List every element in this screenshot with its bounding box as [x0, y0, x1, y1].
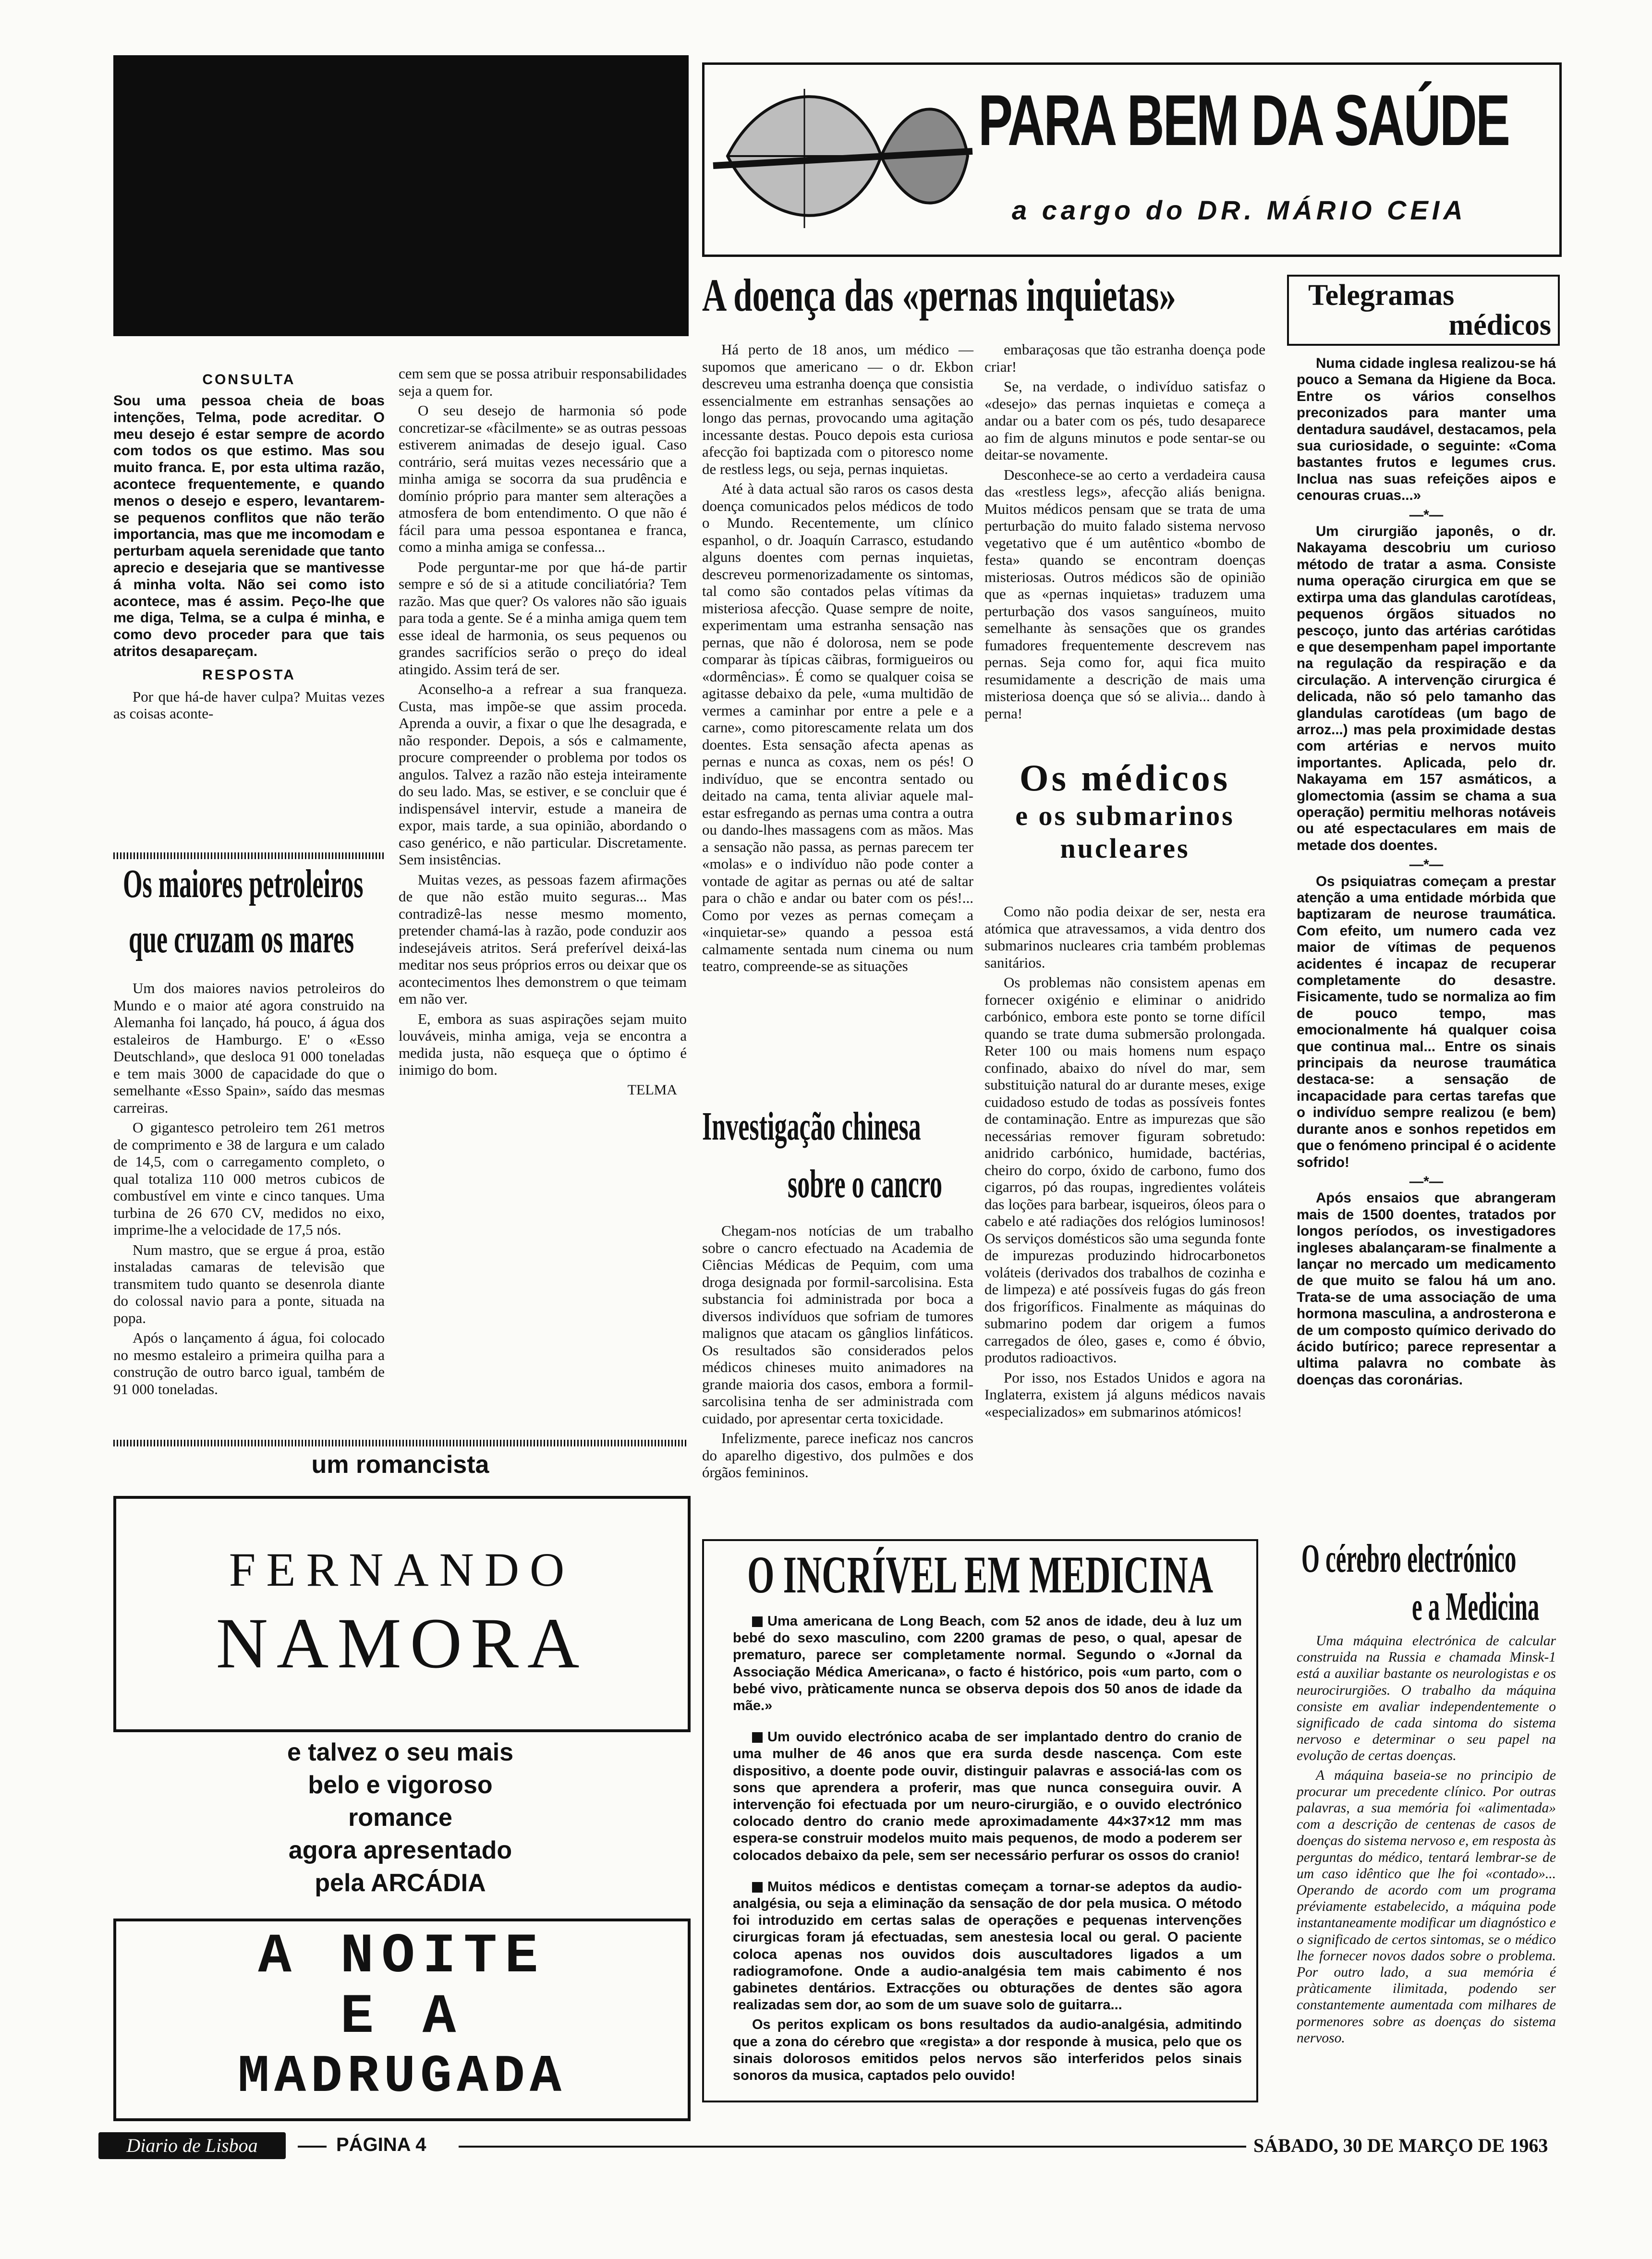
petroleiros-p3: Num mastro, que se ergue á proa, estão instaladas camaras de televisão que transmitem tudo quanto se desenrola diante do colossal navio para a ponte, situada na popa. — [113, 1241, 385, 1326]
bullet-square-icon — [752, 1616, 763, 1627]
bullet-square-icon — [752, 1882, 763, 1893]
pernas-col2 — [984, 341, 1265, 725]
petroleiros-body — [113, 980, 385, 1400]
column-byline: a cargo do DR. MÁRIO CEIA — [1012, 195, 1467, 225]
telegramas-items — [1297, 355, 1556, 1391]
submarinos-headline — [984, 756, 1265, 865]
submarinos-p2: Os problemas não consistem apenas em fornecer oxigénio e eliminar o anidrido carbónico, embora este ponto se torne difícil quando se trate duma submersão prolongada. Reter 100 ou mais homens num espaço confinado, abaixo do nível do mar, sem substituição natural do ar durante meses, exige cuidadoso estudo de todas as possíveis fontes de contaminação. Entre as impurezas que são necessárias remover figuram sobretudo: anidrido carbónico, humidade, bactérias, cheiro do corpo, óxido de carbono, fumo dos cigarros, pó das roupas, ingredientes voláteis das loções para barbear, isqueiros, óleos para o cabelo e até radiações dos relógios luminosos! Os serviços domésticos são uma segunda fonte de impurezas produzindo hidrocarbonetos voláteis (derivados dos trabalhos de cozinha e de limpeza) e até possíveis fugas do gás freon dos frigoríficos. Finalmente as máquinas do submarino podem dar origem a fumos carregados de óleo, gases e, como é óbvio, produtos radioactivos. — [984, 974, 1265, 1366]
chinesa-headline-2: sobre o cancro — [788, 1162, 943, 1206]
resposta-p4: Aconselho-a a refrear a sua franqueza. Custa, mas impõe-se que assim proceda. Aprenda a ouvir, a fixar o que lhe desagrada, e não responder. Depois, a sós e calmamente, procure compreender o problema por todos os angulos. Talvez a razão não esteja inteiramente do seu lado. Mas, se estiver, e se concluir que é indispensável intervir, estude a maneira de expor, mais tarde, a sua opinião, abordando o caso genérico, e não particular. Discretamente. Sem insistências. — [399, 680, 687, 868]
ad-blurb-2: belo e vigoroso — [308, 1771, 493, 1799]
bullet-square-icon — [752, 1732, 763, 1743]
ad-kicker: um romancista — [311, 1451, 489, 1479]
ad-blurb — [113, 1736, 687, 1899]
incrivel-body — [733, 1613, 1242, 2087]
resposta-p6: E, embora as suas aspirações sejam muito louváveis, minha amiga, veja se encontra a medida justa, não esqueça que o óptimo é inimigo do bom. — [399, 1010, 687, 1078]
petroleiros-p4: Após o lançamento á água, foi colocado no mesmo estaleiro a primeira quilha para a construção de outro barco igual, também de 91 000 toneladas. — [113, 1329, 385, 1397]
incrivel-item-4: Os peritos explicam os bons resultados da audio-analgésia, admitindo que a zona do cérebro que «regista» a dor responde à musica, pelo que os sinais dolorosos emitidos pelos nervos são interferidos pelos sinais sonoros da musica, captados pelo ouvido! — [733, 2017, 1242, 2084]
resposta-p3: Pode perguntar-me por que há-de partir sempre e só de si a atitude conciliatória? Tem razão. Mas que quer? Os valores não são iguais para toda a gente. Se é a minha amiga quem tem esse ideal de harmonia, os seus pequenos ou grandes sacrifícios serão o preço do ideal atingido. Assim terá de ser. — [399, 558, 687, 678]
footer-masthead-text: Diario de Lisboa — [126, 2135, 258, 2156]
resposta-p2: O seu desejo de harmonia só pode concretizar-se «fàcilmente» se as outras pessoas estiverem animadas de desejo igual. Caso contrário, será muitas vezes necessário que a minha amiga se socorra da sua prudência e domínio próprio para manter sem alterações a atmosfera de bom entendimento. O que não é fácil para uma pessoa espontanea e franca, como a minha amiga se confessa... — [399, 402, 687, 555]
ad-blurb-5: pela ARCÁDIA — [315, 1869, 486, 1897]
submarinos-headline-3: nucleares — [1060, 833, 1190, 864]
cerebro-p2: A máquina baseia-se no principio de procurar um precedente clínico. Por outras palavras, a sua memória foi «alimentada» com a descrição de centenas de casos de doenças do sistema nervoso e, em resposta às perguntas do médico, tentará lembrar-se de um caso idêntico que lhe foi «contado»... Operando de acordo com um programa préviamente estabelecido, a máquina pode instantaneamente modificar um diagnóstico e o significado de certos sintomas, se o médico lhe fornecer novos dados sobre o problema. Por outro lado, a sua memória é pràticamente ilimitada, podendo ser constantemente aumentada com milhares de pormenores sobre as doenças do sistema nervoso. — [1297, 1767, 1556, 2046]
resposta-start: Por que há-de haver culpa? Muitas vezes as coisas aconte- — [113, 688, 385, 722]
ad-blurb-4: agora apresentado — [288, 1836, 512, 1864]
submarinos-p3: Por isso, nos Estados Unidos e agora na Inglaterra, existem já alguns médicos navais «especializados» em submarinos atómicos! — [984, 1369, 1265, 1420]
consulta-letter: Sou uma pessoa cheia de boas intenções, Telma, pode acreditar. O meu desejo é estar sempre de acordo com todos os que estimo. Mas sou muito franca. E, por esta ultima razão, acontece frequentemente, e quando menos o desejo e espero, levantarem-se pequenos conflitos que não terão importancia, mas que me incomodam e perturbam aquela serenidade que tanto aprecio e desejaria que se mantivesse á minha volta. Não sei como isto acontece, mas é assim. Peço-lhe que me diga, Telma, se a culpa é minha, e como devo proceder para que tais atritos desapareçam. — [113, 393, 385, 659]
resposta-heading: RESPOSTA — [202, 667, 296, 683]
cerebro-body — [1297, 1633, 1556, 2049]
telegram-separator-2: —*— — [1409, 857, 1444, 873]
cerebro-headline-2: e a Medicina — [1412, 1584, 1540, 1629]
ad-author-last: NAMORA — [216, 1603, 588, 1683]
incrivel-headline: O INCRÍVEL EM MEDICINA — [747, 1545, 1214, 1604]
incrivel-item-3-text: Muitos médicos e dentistas começam a tornar-se adeptos da audio-analgésia, ou seja a eliminação da sensação de dor pela musica. O método foi introduzido em certas salas de operações e pequenas intervenções cirurgicas foram já efectuadas, sem anestesia local ou geral. O paciente coloca apenas nos ouvidos dois auscultadores ligados a um radiogramofone. Onde a audio-analgésia tem mais cabimento é nos gabinetes dentários. Extracções ou obturações de dentes são agora realizadas sem dor, ao som de um suave solo de guitarra... — [733, 1879, 1242, 2013]
hatch-rule-bottom — [113, 1440, 687, 1446]
chinesa-body — [702, 1222, 973, 1484]
telegram-separator-1: —*— — [1409, 507, 1444, 523]
pernas-col2-p2: Se, na verdade, o indivíduo satisfaz o «desejo» das pernas inquietas e começa a andar ou a bater com os pés, tudo desaparece ao fim de alguns minutos e pode sentar-se ou deitar-se novamente. — [984, 378, 1265, 463]
ad-title-box — [113, 1919, 691, 2121]
hatch-rule-top — [113, 852, 385, 859]
pernas-col1 — [702, 341, 973, 978]
chinesa-p2: Infelizmente, parece ineficaz nos cancros do aparelho digestivo, dos pulmões e dos órgãos femininos. — [702, 1430, 973, 1481]
petroleiros-headline-1: Os maiores petroleiros — [123, 862, 364, 906]
pernas-headline: A doença das «pernas inquietas» — [702, 269, 1176, 321]
footer-page: PÁGINA 4 — [336, 2134, 426, 2155]
telegramas-headline-box — [1287, 275, 1560, 346]
submarinos-body — [984, 903, 1265, 1423]
footer-date: SÁBADO, 30 DE MARÇO DE 1963 — [1253, 2135, 1548, 2156]
incrivel-item-2-text: Um ouvido electrónico acaba de ser implantado dentro do cranio de uma mulher de 46 anos que era surda desde nascença. Com este dispositivo, a doente pode ouvir, distinguir palavras e associá-las com os sons que aprendera a proferir, mas que nunca conseguira ouvir. A intervenção foi efectuada por um neuro-cirurgião, e o ouvido electrónico colocado dentro do cranio mede aproximadamente 44×37×12 mm mas espera-se construir modelos muito mais pequenos, de modo a poderem ser colocados debaixo da pele, sem ser necessário perfurar os ossos do cranio! — [733, 1729, 1242, 1863]
telegram-item-2: Um cirurgião japonês, o dr. Nakayama descobriu um curioso método de tratar a asma. Consiste numa operação cirurgica em que se extirpa uma das glandulas carotídeas, pequenos órgãos situados no pescoço, junto das artérias carótidas e que desempenham papel importante na regulação da respiração e da circulação. A intervenção cirurgica é delicada, não só pelo tamanho das glandulas carotídeas (um bago de arroz...) mas pela proximidade destas com artérias e nervos muito importantes. Aplicada, pelo dr. Nakayama em 157 asmáticos, a glomectomia (assim se chama a sua operação) permitiu melhoras notáveis ou até espectaculares em mais de metade dos doentes. — [1297, 523, 1556, 853]
pernas-col1-p1: Há perto de 18 anos, um médico — supomos que americano — o dr. Ekbon descreveu uma estranha doença que consistia essencialmente em estranhas sensações ao longo das pernas, provocando uma agitação incessante destas. Pouco depois esta curiosa afecção foi baptizada com o pitoresco nome de restless legs, ou seja, pernas inquietas. — [702, 341, 973, 477]
chinesa-headline-1: Investigação chinesa — [702, 1104, 921, 1149]
pernas-col2-p1: embaraçosas que tão estranha doença pode criar! — [984, 341, 1265, 375]
footer-rule-left — [298, 2146, 327, 2148]
submarinos-headline-2: e os submarinos — [1015, 800, 1235, 831]
resposta-p5: Muitas vezes, as pessoas fazem afirmações de que não estão muito seguras... Mas contradizê-las nesse mesmo momento, pretender chamá-las à razão, pode conduzir aos indesejáveis atritos. Será preferível deixá-las meditar nos seus próprios erros ou deixar que os acontecimentos lhes demonstrem o que teimam em não ver. — [399, 871, 687, 1007]
chinesa-p1: Chegam-nos notícias de um trabalho sobre o cancro efectuado na Academia de Ciências Médicas de Pequim, com uma droga designada por formil-sarcolisina. Esta substancia foi administrada por boca a diversos indivíduos que sofriam de tumores malignos que atacam os gânglios linfáticos. Os resultados são considerados pelos médicos chineses muito animadores na grande maioria dos casos, embora a formil-sarcolisina tenha de ser administrada com cuidado, por apresentar certa toxicidade. — [702, 1222, 973, 1427]
signature: TELMA — [627, 1081, 677, 1098]
consulta-section — [113, 365, 385, 722]
resposta-p1: cem sem que se possa atribuir responsabilidades seja a quem for. — [399, 365, 687, 399]
resposta-col2 — [399, 365, 687, 1098]
cerebro-p1: Uma máquina electrónica de calcular construida na Russia e chamada Minsk-1 está a auxiliar bastante os neurologistas e os neurocirurgiões. O trabalho da máquina consiste em avaliar independentemente o significado de cada sintoma do sistema nervoso e determinar o seu papel na evolução de certas doenças. — [1297, 1633, 1556, 1764]
column-header-box — [702, 62, 1562, 257]
petroleiros-p2: O gigantesco petroleiro tem 261 metros de comprimento e 38 de largura e um calado de 14,5, com o carregamento completo, o qual totaliza 110 000 metros cubicos de combustível em vinte e cinco tanques. Uma turbina de 26 670 CV, medidos no eixo, imprime-lhe a velocidade de 17,5 nós. — [113, 1119, 385, 1238]
photo-block — [113, 55, 689, 336]
incrivel-box — [702, 1539, 1258, 2102]
telegramas-headline-1: Telegramas — [1308, 279, 1455, 312]
ad-blurb-3: romance — [348, 1804, 452, 1832]
submarinos-headline-1: Os médicos — [1019, 757, 1231, 799]
incrivel-item-2 — [733, 1729, 1242, 1864]
telegram-item-4: Após ensaios que abrangeram mais de 1500 doentes, tratados por longos períodos, os investigadores ingleses abalançaram-se finalmente a lançar no mercado um medicamento de que muito se falou há um ano. Trata-se de uma associação de uma hormona masculina, a androsterona e de um composto químico derivado do ácido butírico; parece representar a ultima palavra no combate às doenças das coronárias. — [1297, 1190, 1556, 1388]
telegramas-headline-2: médicos — [1448, 309, 1551, 341]
leaf-syringe-illustration — [708, 70, 977, 247]
incrivel-item-1 — [733, 1613, 1242, 1714]
footer-masthead — [98, 2132, 286, 2159]
cerebro-headline-1: O cérebro electrónico — [1301, 1536, 1517, 1581]
ad-author-box — [113, 1496, 691, 1732]
incrivel-item-3 — [733, 1879, 1242, 2014]
footer-rule-mid — [459, 2146, 1246, 2148]
telegram-item-3: Os psiquiatras começam a prestar atenção a uma entidade mórbida que baptizaram de neurose traumática. Com efeito, um numero cada vez maior de vítimas de pequenos acidentes é incapaz de recuperar completamente do desastre. Fisicamente, tudo se normaliza ao fim de pouco tempo, mas emocionalmente há qualquer coisa que continua mal... Entre os sinais principais da neurose traumática destaca-se: a sensação de incapacidade para certas tarefas que o indivíduo sempre realizou (e bem) durante anos e sonhos repetidos em que o fenómeno principal é o acidente sofrido! — [1297, 873, 1556, 1170]
telegram-separator-3: —*— — [1409, 1173, 1444, 1190]
ad-author-first: FERNANDO — [229, 1543, 575, 1596]
ad-blurb-1: e talvez o seu mais — [287, 1738, 514, 1766]
submarinos-p1: Como não podia deixar de ser, nesta era atómica que atravessamos, a vida dentro dos submarinos nucleares cria também problemas sanitários. — [984, 903, 1265, 971]
telegram-item-1: Numa cidade inglesa realizou-se há pouco a Semana da Higiene da Boca. Entre os vários conselhos preconizados para manter uma dentadura saudável, destacamos, pela sua curiosidade, o seguinte: «Coma bastantes frutos e legumes crus. Inclua nas suas refeições aipos e cenouras cruas...» — [1297, 355, 1556, 504]
ad-title-3: MADRUGADA — [237, 2047, 567, 2107]
column-title: PARA BEM DA SAÚDE — [978, 80, 1509, 160]
ad-title-1: A NOITE — [258, 1925, 546, 1988]
incrivel-item-1-text: Uma americana de Long Beach, com 52 anos de idade, deu à luz um bebé do sexo masculino, com 2200 gramas de peso, o qual, apesar de prematuro, parece ser completamente normal. Segundo o «Jornal da Associação Médica Americana», o facto é histórico, pois «um parto, com o bebé vivo, pràticamente nunca se observa depois dos 50 anos de idade da mãe.» — [733, 1614, 1242, 1714]
consulta-heading: CONSULTA — [202, 372, 296, 388]
ad-title-2: E A — [340, 1985, 464, 2049]
petroleiros-headline-2: que cruzam os mares — [129, 917, 354, 961]
pernas-col1-p2: Até à data actual são raros os casos desta doença comunicados pelos médicos de todo o Mundo. Recentemente, um clínico espanhol, o dr. Joaquín Carrasco, estudando alguns doentes com pernas inquietas, descreveu pormenorizadamente os sintomas, tal como são contados pelas vítimas da misteriosa afecção. Quase sempre de noite, experimentam uma estranha sensação nas pernas, que não é dolorosa, nem se pode comparar às típicas cãibras, formigueiros ou «dormências». É como se qualquer coisa se agitasse debaixo da pele, «uma multidão de vermes a caminhar por entre a pele e a carne», como pitorescamente relata um dos doentes. Esta sensação afecta apenas as pernas e nunca as coxas, nem os pés! O indivíduo, que se encontra sentado ou deitado na cama, tenta aliviar aquele mal-estar esfregando as pernas uma contra a outra ou dando-lhes massagens com as mãos. Mas a sensação não passa, as pernas parecem ter «molas» e o indivíduo não pode conter a vontade de agitar as pernas ou até de saltar para o chão e andar ou bater com os pés!... Como por vezes as pernas começam a «inquietar-se» quando a pessoa está calmamente sentada num cinema ou num teatro, compreende-se as situações — [702, 480, 973, 974]
petroleiros-p1: Um dos maiores navios petroleiros do Mundo e o maior até agora construido na Alemanha foi lançado, há pouco, á água dos estaleiros de Hamburgo. E' o «Esso Deutschland», que desloca 91 000 toneladas e tem mais 3000 de capacidade do que o semelhante «Esso Spain», saído das mesmas carreiras. — [113, 980, 385, 1116]
pernas-col2-p3: Desconhece-se ao certo a verdadeira causa das «restless legs», afecção aliás benigna. Muitos médicos pensam que se trata de uma perturbação do muito falado sistema nervoso vegetativo que é um autêntico «bombo de festa» quando se encontram doenças misteriosas. Outros médicos são de opinião que as «pernas inquietas» traduzem uma perturbação dos vasos sanguíneos, muito semelhante às sensações que os grandes fumadores frequentemente descrevem nas pernas. Seja como for, aqui fica muito resumidamente a descrição de mais uma misteriosa doença que só se alivia... dando à perna! — [984, 466, 1265, 722]
